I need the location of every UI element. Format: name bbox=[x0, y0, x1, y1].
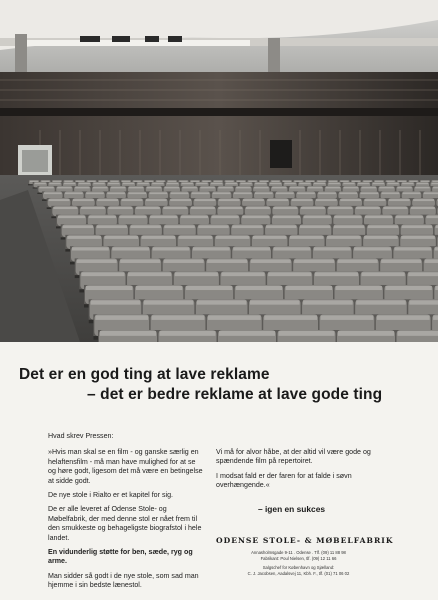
right-text-column bbox=[216, 448, 376, 496]
address-line-4: C. J. Jacobsen, Aadalsvej 11, Kbh. F., tlf. (01) 71 06 02 bbox=[247, 571, 350, 576]
advertiser-name: ODENSE STOLE- & MØBELFABRIK bbox=[216, 536, 394, 545]
quote-paragraph-3: De er alle leveret af Odense Stole- og Møbelfabrik, der med denne stol er nået frem til den smukkeste og behageligste biografstol i hele landet. bbox=[48, 505, 202, 542]
intro-text: Hvad skrev Pressen: bbox=[48, 432, 114, 440]
left-text-column bbox=[48, 432, 204, 596]
headline-line-1: Det er en god ting at lave reklame bbox=[19, 366, 270, 383]
quote-paragraph-4: En vidunderlig støtte for ben, sæde, ryg og arme. bbox=[48, 548, 193, 566]
quote-paragraph-1: »Hvis man skal se en film - og ganske særlig en helaftensfilm - må man have mulighed for at se og høre godt, ligesom det må være en betingelse at sidde godt. bbox=[48, 448, 203, 485]
quote-paragraph-2: De nye stole i Rialto er et kapitel for sig. bbox=[48, 491, 173, 500]
headline-line-2: – det er bedre reklame at lave gode ting bbox=[87, 386, 383, 403]
quote-paragraph-6: Vi må for alvor håbe, at der altid vil være gode og spændende film på repertoiret. bbox=[216, 448, 371, 466]
address-line-3: Salgschef for København og Sjælland: bbox=[262, 565, 335, 570]
quote-paragraph-7: I modsat fald er der faren for at falde i søvn overhængende.« bbox=[216, 471, 352, 490]
quote-paragraph-5: Man sidder så godt i de nye stole, som sad man hjemme i sin bedste lænestol. bbox=[48, 571, 199, 590]
address-line-1: Annasholmsgade 9-11 . Odense . Tlf. (09) 11 88 98 bbox=[251, 550, 346, 555]
address-line-2: Fabrikant: Poul Nielsen, tlf. (09) 12 11 66 bbox=[260, 556, 337, 561]
signoff-text: – igen en sukces bbox=[258, 504, 326, 514]
